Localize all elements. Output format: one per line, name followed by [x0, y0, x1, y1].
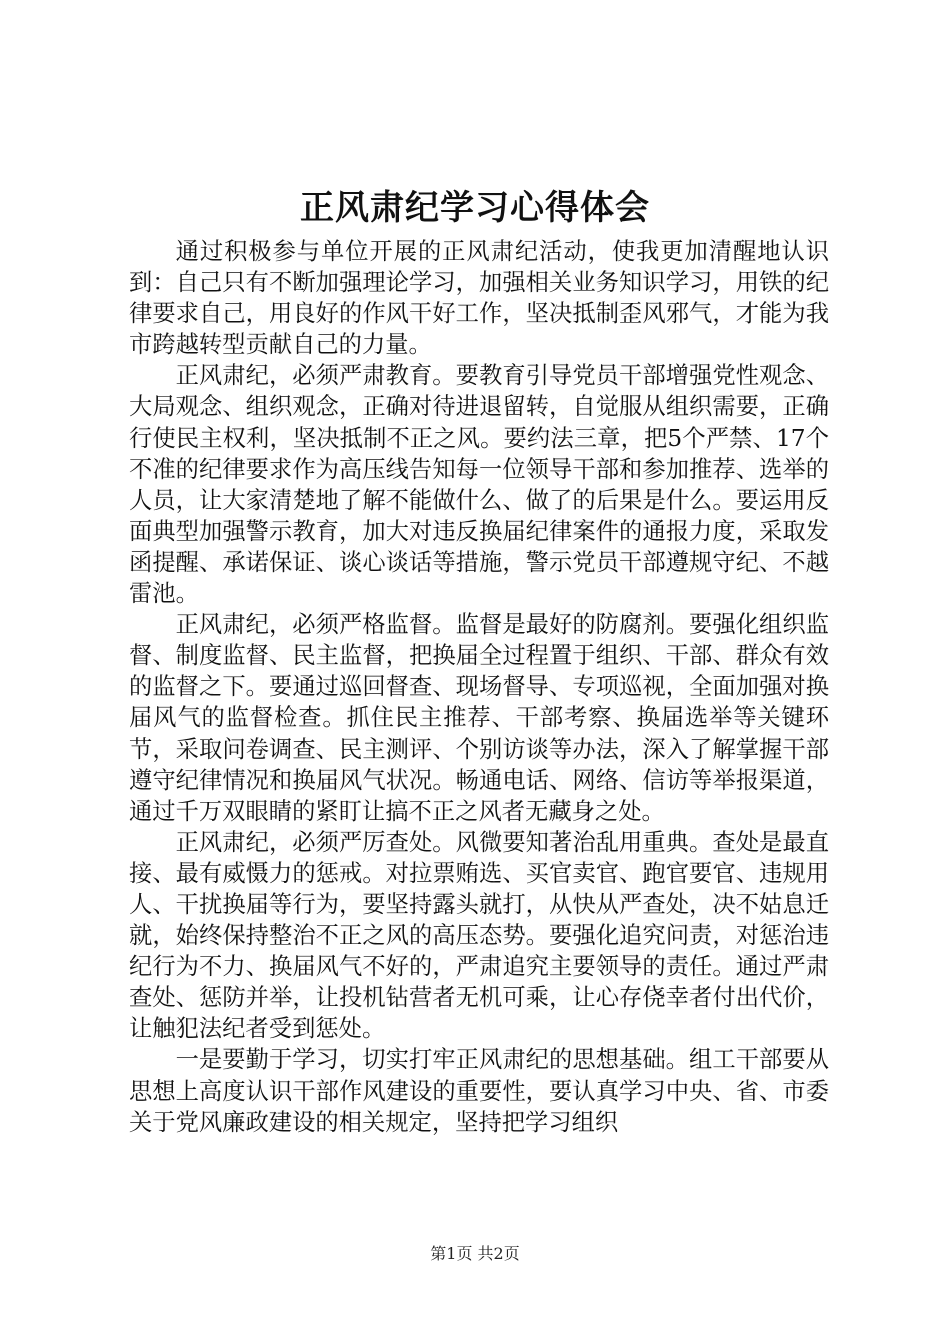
page-footer: 第1页 共2页 [430, 1244, 520, 1263]
paragraph-intro: 通过积极参与单位开展的正风肃纪活动，使我更加清醒地认识到：自己只有不断加强理论学习，加强相关业务知识学习，用铁的纪律要求自己，用良好的作风干好工作，坚决抵制歪风邪气，才能为我市跨越转型贡献自己的力量。 [129, 238, 829, 359]
paragraph-supervision: 正风肃纪，必须严格监督。监督是最好的防腐剂。要强化组织监督、制度监督、民主监督，把换届全过程置于组织、干部、群众有效的监督之下。要通过巡回督查、现场督导、专项巡视，全面加强对换届风气的监督检查。抓住民主推荐、干部考察、换届选举等关键环节，采取问卷调查、民主测评、个别访谈等办法，深入了解掌握干部遵守纪律情况和换届风气状况。畅通电话、网络、信访等举报渠道，通过千万双眼睛的紧盯让搞不正之风者无藏身之处。 [129, 611, 829, 825]
document-body [129, 236, 829, 1138]
paragraph-study: 一是要勤于学习，切实打牢正风肃纪的思想基础。组工干部要从思想上高度认识干部作风建设的重要性，要认真学习中央、省、市委关于党风廉政建设的相关规定，坚持把学习组织 [129, 1046, 829, 1136]
document-title: 正风肃纪学习心得体会 [300, 188, 650, 228]
paragraph-investigation: 正风肃纪，必须严厉查处。风微要知著治乱用重典。查处是最直接、最有威慑力的惩戒。对拉票贿选、买官卖官、跑官要官、违规用人、干扰换届等行为，要坚持露头就打，从快从严查处，决不姑息迁就，始终保持整治不正之风的高压态势。要强化追究问责，对惩治违纪行为不力、换届风气不好的，严肃追究主要领导的责任。通过严肃查处、惩防并举，让投机钻营者无机可乘，让心存侥幸者付出代价，让触犯法纪者受到惩处。 [129, 828, 829, 1043]
paragraph-education: 正风肃纪，必须严肃教育。要教育引导党员干部增强党性观念、大局观念、组织观念，正确对待进退留转，自觉服从组织需要，正确行使民主权利，坚决抵制不正之风。要约法三章，把5个严禁、17个不准的纪律要求作为高压线告知每一位领导干部和参加推荐、选举的人员，让大家清楚地了解不能做什么、做了的后果是什么。要运用反面典型加强警示教育，加大对违反换届纪律案件的通报力度，采取发函提醒、承诺保证、谈心谈话等措施，警示党员干部遵规守纪、不越雷池。 [129, 362, 829, 608]
